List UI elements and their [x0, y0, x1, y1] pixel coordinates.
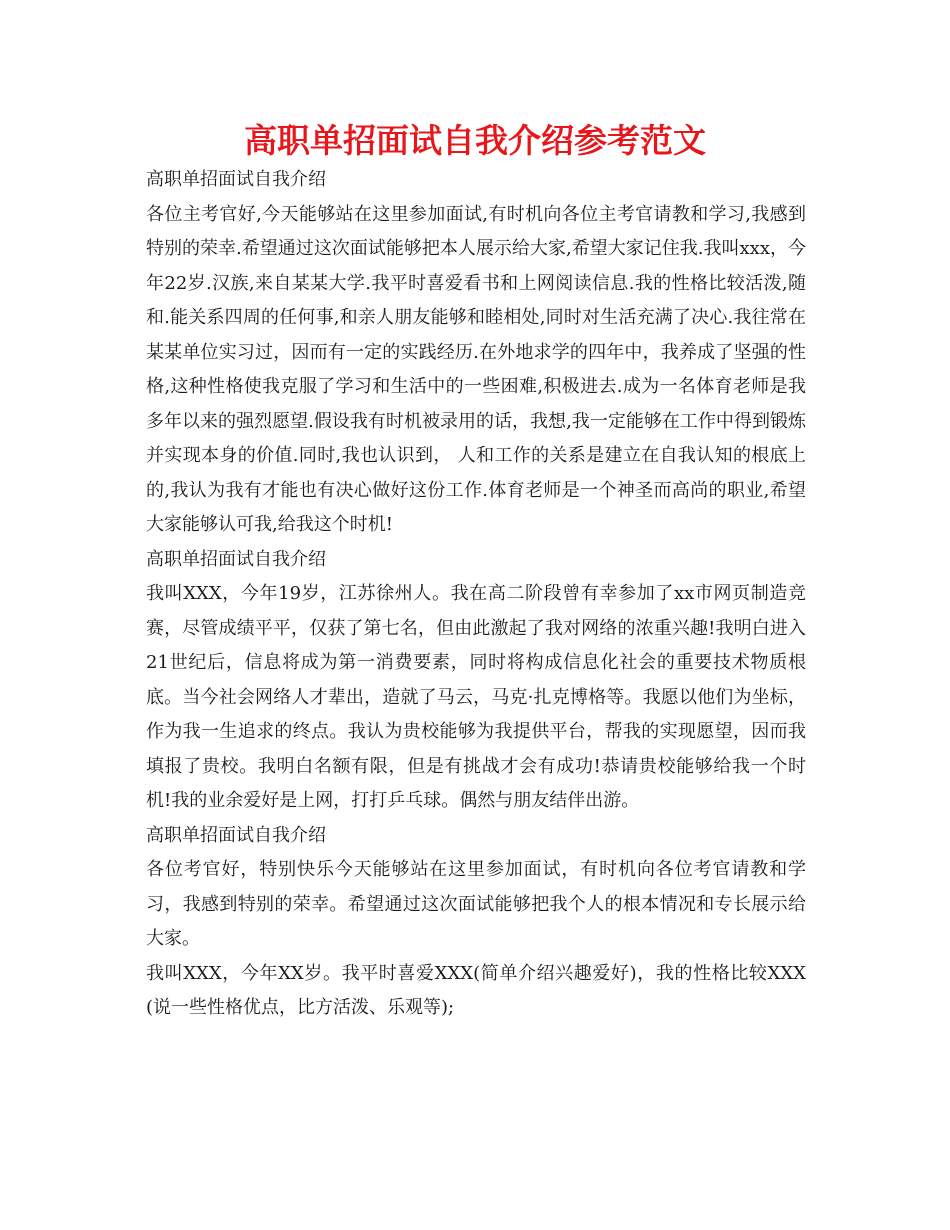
paragraph: 各位主考官好,今天能够站在这里参加面试,有时机向各位主考官请教和学习,我感到特别的荣幸.希望通过这次面试能够把本人展示给大家,希望大家记住我.我叫xxx，今年22岁.汉族,来自某某大学.我平时喜爱看书和上网阅读信息.我的性格比较活泼,随和.能关系四周的任何事,和亲人朋友能够和睦相处,同时对生活充满了决心.我往常在某某单位实习过，因而有一定的实践经历.在外地求学的四年中，我养成了坚强的性格,这种性格使我克服了学习和生活中的一些困难,积极进去.成为一名体育老师是我多年以来的强烈愿望.假设我有时机被录用的话，我想,我一定能够在工作中得到锻炼并实现本身的价值.同时,我也认识到， 人和工作的关系是建立在自我认知的根底上的,我认为我有才能也有决心做好这份工作.体育老师是一个神圣而高尚的职业,希望大家能够认可我,给我这个时机! [146, 203, 806, 535]
paragraph: 我叫XXX，今年19岁，江苏徐州人。我在高二阶段曾有幸参加了xx市网页制造竞赛，尽管成绩平平，仅获了第七名，但由此激起了我对网络的浓重兴趣!我明白进入21世纪后，信息将成为第一消费要素，同时将构成信息化社会的重要技术物质根底。当今社会网络人才辈出，造就了马云，马克·扎克博格等。我愿以他们为坐标，作为我一生追求的终点。我认为贵校能够为我提供平台，帮我的实现愿望，因而我填报了贵校。我明白名额有限，但是有挑战才会有成功!恭请贵校能够给我一个时机!我的业余爱好是上网，打打乒乓球。偶然与朋友结伴出游。 [146, 583, 806, 811]
document-body [146, 163, 806, 1026]
paragraph: 各位考官好，特别快乐今天能够站在这里参加面试，有时机向各位考官请教和学习，我感到特别的荣幸。希望通过这次面试能够把我个人的根本情况和专长展示给大家。 [146, 859, 806, 949]
section-heading: 高职单招面试自我介绍 [146, 824, 326, 846]
paragraph: 我叫XXX，今年XX岁。我平时喜爱XXX(简单介绍兴趣爱好)，我的性格比较XXX(说一些性格优点，比方活泼、乐观等); [146, 962, 806, 1018]
document-title: 高职单招面试自我介绍参考范文 [244, 121, 706, 160]
section-heading: 高职单招面试自我介绍 [146, 548, 326, 570]
section-heading: 高职单招面试自我介绍 [146, 169, 326, 190]
